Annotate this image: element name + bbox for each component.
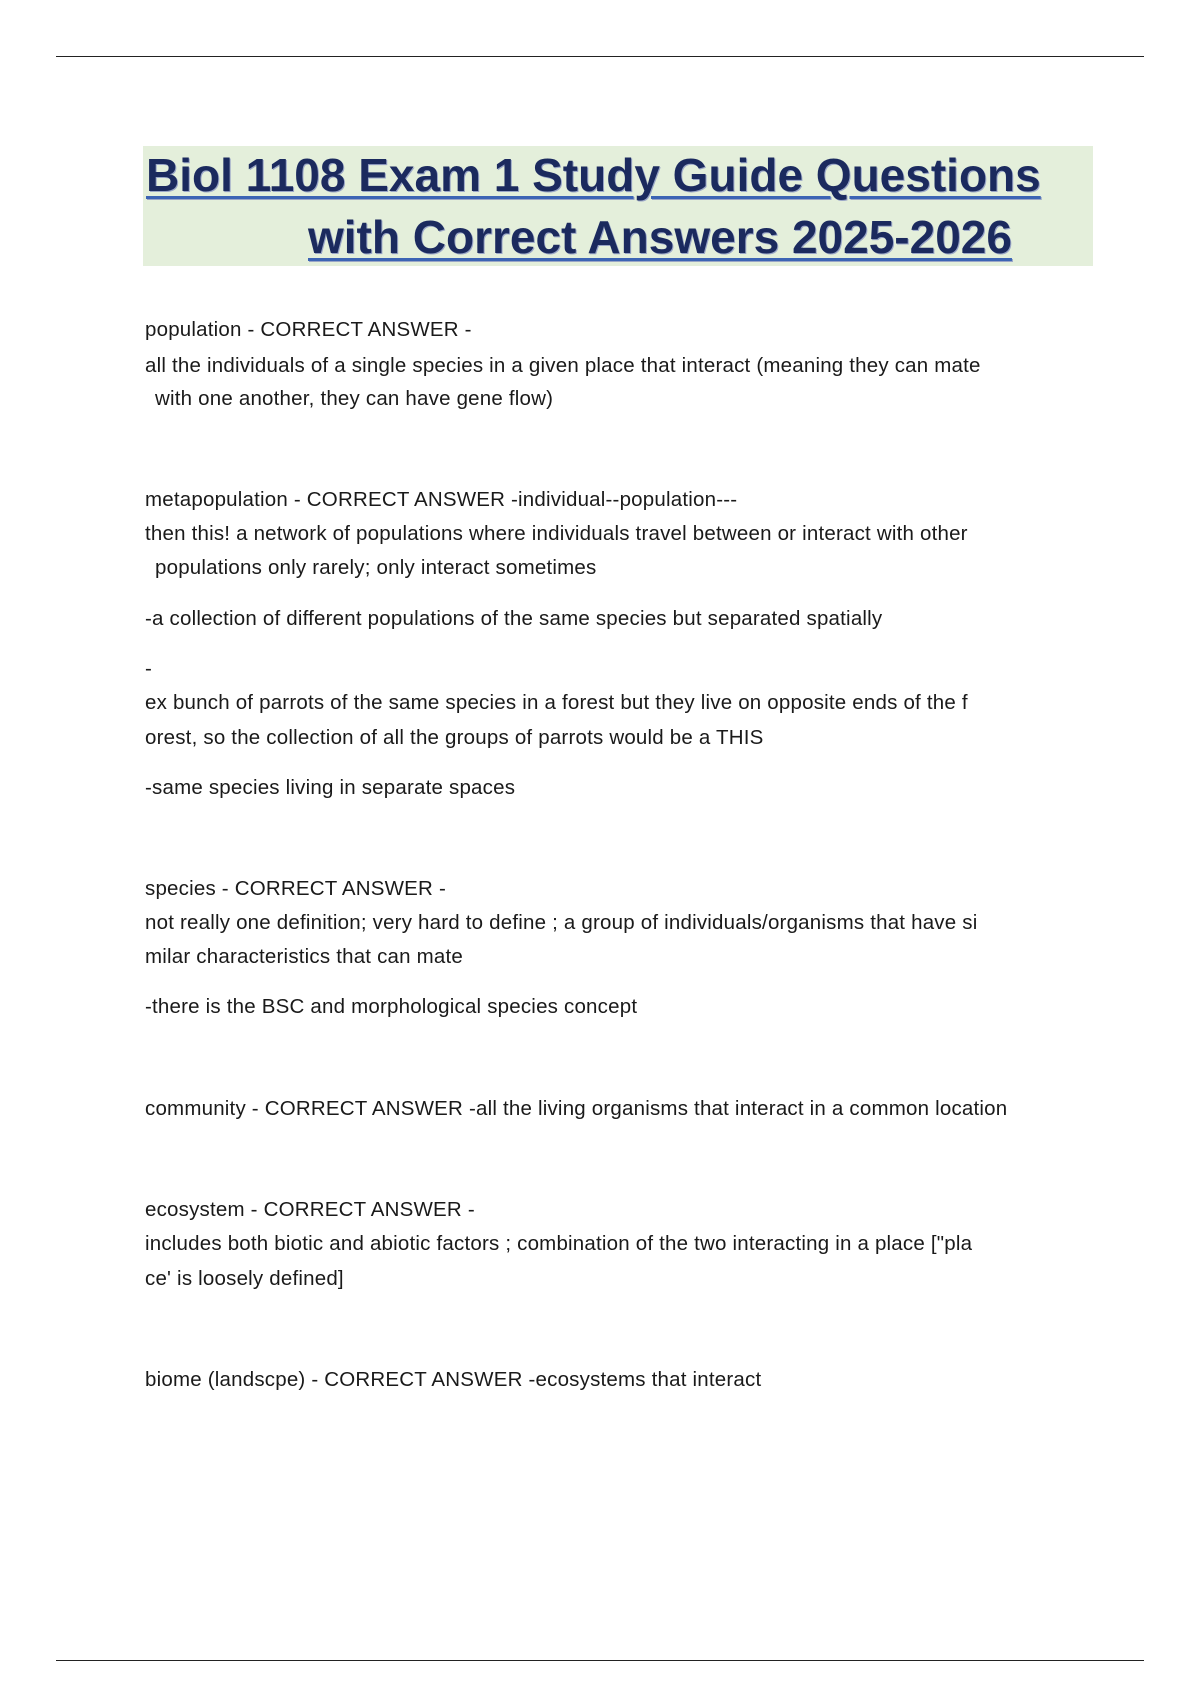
definition-line: milar characteristics that can mate <box>145 945 464 968</box>
term-population: population - CORRECT ANSWER - <box>145 318 472 341</box>
document-title-line-1: Biol 1108 Exam 1 Study Guide Questions <box>146 149 1041 201</box>
term-metapopulation: metapopulation - CORRECT ANSWER -individual--population--- <box>145 488 738 511</box>
definition-line: -a collection of different populations of the same species but separated spatially <box>145 607 883 630</box>
term-community: community - CORRECT ANSWER -all the living organisms that interact in a common location <box>145 1097 1008 1120</box>
definition-line: -there is the BSC and morphological species concept <box>145 995 638 1018</box>
top-rule <box>56 56 1144 57</box>
term-species: species - CORRECT ANSWER - <box>145 877 446 900</box>
term-ecosystem: ecosystem - CORRECT ANSWER - <box>145 1198 475 1221</box>
definition-line: not really one definition; very hard to define ; a group of individuals/organisms that have si <box>145 911 978 934</box>
definition-line: - <box>145 657 153 680</box>
definition-line: ce' is loosely defined] <box>145 1267 344 1290</box>
definition-line: includes both biotic and abiotic factors ; combination of the two interacting in a place ["pla <box>145 1232 973 1255</box>
term-biome: biome (landscpe) - CORRECT ANSWER -ecosystems that interact <box>145 1368 762 1391</box>
definition-line: all the individuals of a single species in a given place that interact (meaning they can mate <box>145 354 981 377</box>
definition-line: with one another, they can have gene flow) <box>155 387 554 410</box>
definition-line: -same species living in separate spaces <box>145 776 516 799</box>
bottom-rule <box>56 1660 1144 1661</box>
document-title-line-2: with Correct Answers 2025-2026 <box>308 211 1012 263</box>
definition-line: populations only rarely; only interact sometimes <box>155 556 597 579</box>
definition-line: orest, so the collection of all the groups of parrots would be a THIS <box>145 726 764 749</box>
definition-line: then this! a network of populations where individuals travel between or interact with other <box>145 522 968 545</box>
definition-line: ex bunch of parrots of the same species in a forest but they live on opposite ends of the f <box>145 691 968 714</box>
